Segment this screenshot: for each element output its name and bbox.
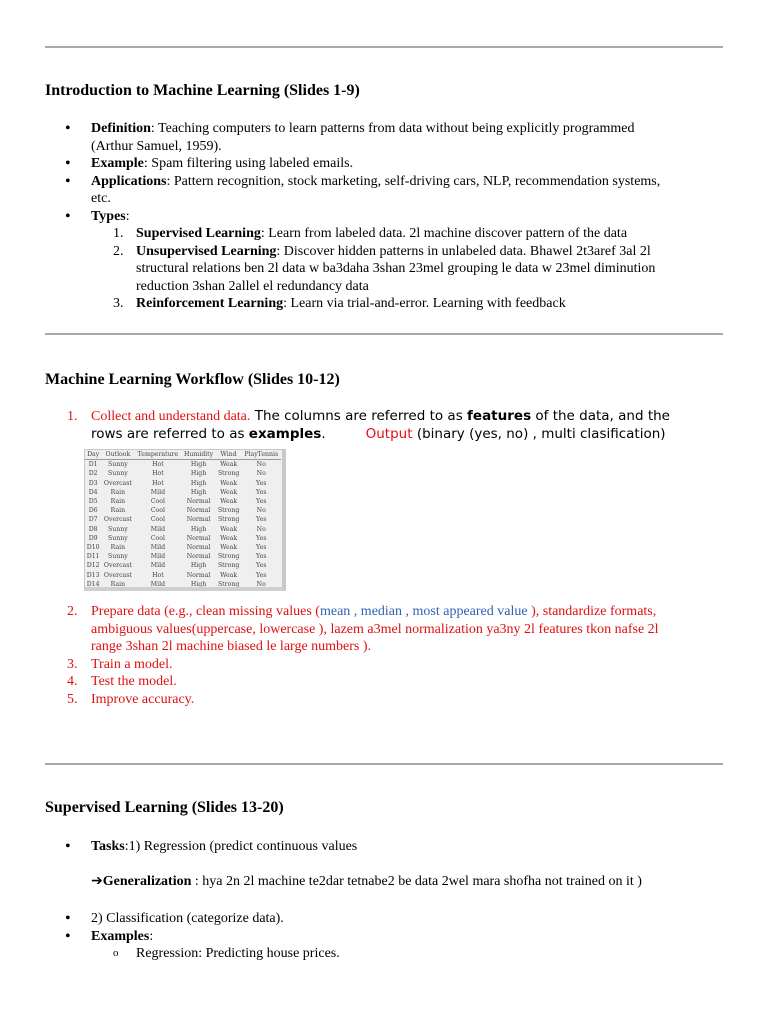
table-cell: Hot [152, 461, 164, 469]
step2-text-d: range 3shan 2l machine biased le large numbers ). [91, 639, 372, 654]
table-cell: High [190, 525, 207, 533]
table-cell: Weak [220, 461, 238, 469]
type-text-line: reduction 3shan 2allel el redundancy data [136, 278, 369, 294]
table-cell: Strong [217, 562, 240, 570]
list-item-classification [45, 910, 725, 928]
table-cell: Normal [186, 498, 211, 506]
table-cell: Hot [152, 470, 164, 478]
table-row [85, 506, 281, 515]
workflow-step-1 [45, 408, 725, 443]
types-label: Types [91, 208, 126, 224]
supervised-more [45, 910, 725, 963]
table-row [85, 460, 281, 470]
table-cell: Yes [256, 534, 267, 542]
table-cell: No [256, 507, 266, 515]
table-cell: Rain [110, 580, 126, 588]
table-row [85, 543, 281, 552]
step2-text-c: ambiguous values(uppercase, lowercase ), lazem a3mel normalization ya3ny 2l features tkon nafse 2l [91, 621, 659, 637]
table-cell: Weak [220, 525, 238, 533]
workflow-step-3 [45, 656, 725, 674]
table-row [85, 552, 281, 561]
list-item-applications [45, 173, 725, 208]
table-cell: Mild [150, 553, 166, 561]
table-cell: No [256, 525, 266, 533]
output-text: (binary (yes, no) , multi clasification) [412, 425, 666, 442]
table-cell: Mild [150, 580, 166, 588]
bullet-icon: • [65, 172, 71, 190]
tasks-label: Tasks [91, 839, 125, 854]
table-row [85, 497, 281, 506]
table-cell: Normal [186, 516, 211, 524]
bullet-icon: • [65, 838, 71, 855]
table-header-cell: Humidity [181, 450, 215, 460]
examples-label: Examples [91, 928, 150, 944]
table-cell: Weak [220, 534, 238, 542]
step-number: 3. [67, 656, 78, 672]
table-header-cell: PlayTennis [242, 450, 282, 460]
table-cell: Strong [217, 553, 240, 561]
table-cell: Cool [150, 498, 165, 506]
applications-label: Applications [91, 173, 167, 189]
table-cell: No [256, 580, 266, 588]
table-cell: Mild [150, 544, 166, 552]
table-cell: Overcast [103, 571, 132, 579]
table-cell: D2 [88, 470, 98, 478]
step1-text-c: rows are referred to as [91, 425, 249, 442]
table-cell: Strong [217, 516, 240, 524]
types-colon: : [125, 208, 130, 224]
table-cell: Hot [152, 571, 164, 579]
table-cell: D11 [86, 553, 100, 561]
table-cell: Rain [110, 498, 126, 506]
table-cell: D8 [88, 525, 98, 533]
example-text: : Spam filtering using labeled emails. [143, 156, 354, 171]
step1-text-a: The columns are referred to as [250, 408, 468, 424]
table-cell: High [190, 562, 207, 570]
table-cell: Sunny [108, 534, 128, 542]
type-label: Supervised Learning [136, 226, 261, 241]
output-label: Output [365, 425, 413, 442]
table-cell: Yes [256, 516, 267, 524]
table-row [85, 580, 281, 589]
table-row [85, 488, 281, 497]
table-cell: Normal [186, 534, 211, 542]
type-item-supervised [45, 225, 725, 243]
divider-top [45, 46, 723, 48]
table-cell: D3 [88, 479, 98, 487]
step1-text-b: of the data, and the [531, 408, 670, 424]
table-cell: Yes [256, 553, 267, 561]
table-cell: D5 [88, 498, 98, 506]
table-cell: Overcast [103, 479, 132, 487]
step-number: 1. [67, 409, 78, 424]
table-row [85, 571, 281, 580]
generalization-label: Generalization [102, 874, 192, 889]
table-cell: Mild [150, 562, 166, 570]
table-cell: Overcast [103, 516, 132, 524]
step1-dot: . [321, 425, 326, 442]
list-item-types [45, 208, 725, 226]
step2-text-b: ), standardize formats, [527, 604, 657, 619]
table-cell: Weak [220, 488, 238, 496]
play-tennis-table [85, 450, 281, 589]
bullet-icon: • [65, 910, 71, 927]
step-number: 2. [67, 604, 78, 619]
list-item-examples [45, 928, 725, 946]
step1-red-text: Collect and understand data. [91, 409, 251, 424]
table-header-cell: Temperature [134, 450, 181, 460]
type-item-reinforcement [45, 295, 725, 313]
applications-text: : Pattern recognition, stock marketing, self-driving cars, NLP, recommendation systems, [166, 173, 661, 189]
divider-bottom [45, 763, 723, 765]
type-number: 3. [113, 296, 124, 311]
table-cell: Normal [186, 507, 211, 515]
table-cell: High [190, 580, 207, 588]
supervised-tasks [45, 838, 725, 856]
step4-text: Test the model. [91, 674, 177, 689]
table-cell: Yes [256, 498, 267, 506]
bullet-icon: • [65, 120, 71, 137]
table-cell: Sunny [108, 461, 128, 469]
table-cell: Overcast [103, 562, 132, 570]
table-row [85, 534, 281, 543]
table-cell: D1 [88, 461, 98, 469]
table-cell: No [256, 461, 266, 469]
intro-list [45, 120, 725, 313]
table-cell: High [190, 461, 207, 469]
type-label: Reinforcement Learning [136, 296, 284, 311]
table-cell: Normal [186, 544, 211, 552]
type-number: 1. [113, 226, 124, 241]
table-cell: High [190, 488, 207, 496]
arrow-right-icon: ➔ [91, 874, 103, 889]
type-label: Unsupervised Learning [136, 243, 277, 259]
type-item-unsupervised [45, 243, 725, 296]
table-cell: Yes [256, 562, 267, 570]
table-cell: Weak [220, 479, 238, 487]
table-cell: D13 [86, 571, 100, 579]
table-cell: Weak [220, 571, 238, 579]
list-item-definition [45, 120, 725, 155]
type-text: : Learn via trial-and-error. Learning with feedback [283, 296, 566, 311]
table-cell: D6 [88, 507, 98, 515]
bullet-icon: • [65, 155, 71, 172]
sub-item-regression-example [45, 945, 725, 963]
table-cell: Strong [217, 470, 240, 478]
table-row [85, 515, 281, 524]
table-cell: Sunny [108, 470, 128, 478]
section-title-supervised: Supervised Learning (Slides 13-20) [45, 799, 284, 816]
table-header-cell: Wind [216, 450, 242, 460]
table-header-cell: Outlook [101, 450, 134, 460]
regression-example-text: Regression: Predicting house prices. [136, 946, 340, 961]
table-cell: D14 [86, 580, 100, 588]
workflow-step-4 [45, 673, 725, 691]
table-row [85, 525, 281, 534]
applications-text-2: etc. [91, 191, 111, 206]
table-cell: Mild [150, 525, 166, 533]
step-number: 4. [67, 674, 78, 689]
table-cell: Normal [186, 553, 211, 561]
table-cell: Cool [150, 534, 165, 542]
table-cell: Strong [217, 507, 240, 515]
table-cell: Strong [217, 580, 240, 588]
table-cell: High [190, 470, 207, 478]
type-text: : Learn from labeled data. 2l machine discover pattern of the data [260, 226, 628, 241]
definition-text: : Teaching computers to learn patterns from data without being explicitly programmed [150, 121, 635, 136]
table-cell: D12 [86, 562, 100, 570]
type-text-line: structural relations ben 2l data w ba3daha 3shan 23mel grouping le data w 23mel diminution [136, 261, 656, 276]
step-number: 5. [67, 691, 78, 707]
circle-bullet-icon: o [113, 947, 119, 959]
bullet-icon: • [65, 927, 71, 945]
tasks-text: :1) Regression (predict continuous values [124, 839, 358, 854]
table-cell: Yes [256, 479, 267, 487]
type-number: 2. [113, 243, 124, 259]
table-cell: Rain [110, 488, 126, 496]
table-cell: Yes [256, 571, 267, 579]
table-cell: Hot [152, 479, 164, 487]
section-title-workflow: Machine Learning Workflow (Slides 10-12) [45, 371, 340, 388]
table-cell: Sunny [108, 553, 128, 561]
table-cell: Cool [150, 516, 165, 524]
table-row [85, 561, 281, 570]
table-cell: Rain [110, 507, 126, 515]
table-cell: Yes [256, 488, 267, 496]
table-cell: Cool [150, 507, 165, 515]
table-body [85, 460, 281, 589]
bullet-icon: • [65, 207, 71, 225]
generalization-note [91, 873, 731, 891]
play-tennis-table-image [84, 449, 286, 591]
features-term: features [467, 408, 532, 424]
workflow-step-2 [45, 603, 725, 656]
divider-middle [45, 333, 723, 335]
table-cell: Normal [186, 571, 211, 579]
step2-text-a: Prepare data (e.g., clean missing values ( [91, 604, 320, 619]
table-header-row [85, 450, 281, 460]
table-cell: D9 [88, 534, 98, 542]
table-cell: Yes [256, 544, 267, 552]
table-cell: Weak [220, 498, 238, 506]
example-label: Example [91, 156, 144, 171]
table-row [85, 469, 281, 478]
table-cell: D4 [88, 488, 98, 496]
step3-text: Train a model. [91, 656, 173, 672]
table-cell: Sunny [108, 525, 128, 533]
classification-text: 2) Classification (categorize data). [91, 911, 284, 926]
table-cell: D7 [88, 516, 98, 524]
table-cell: D10 [86, 544, 100, 552]
type-text: : Discover hidden patterns in unlabeled data. Bhawel 2t3aref 3al 2l [276, 243, 651, 259]
table-header-cell: Day [85, 450, 101, 460]
table-cell: Weak [220, 544, 238, 552]
table-cell: Mild [150, 488, 166, 496]
table-row [85, 479, 281, 488]
table-cell: High [190, 479, 207, 487]
workflow-steps-rest [45, 603, 725, 708]
step5-text: Improve accuracy. [91, 691, 195, 707]
examples-term: examples [248, 425, 322, 442]
table-cell: Rain [110, 544, 126, 552]
table-cell: No [256, 470, 266, 478]
definition-label: Definition [91, 121, 151, 136]
examples-colon: : [149, 928, 154, 944]
definition-text-2: (Arthur Samuel, 1959). [91, 138, 222, 154]
generalization-text: : hya 2n 2l machine te2dar tetnabe2 be data 2wel mara shofha not trained on it ) [191, 874, 642, 889]
workflow-step-5 [45, 691, 725, 709]
list-item-example [45, 155, 725, 173]
list-item-tasks [45, 838, 725, 856]
step2-methods: mean , median , most appeared value [319, 604, 528, 619]
section-title-intro: Introduction to Machine Learning (Slides 1-9) [45, 82, 360, 99]
